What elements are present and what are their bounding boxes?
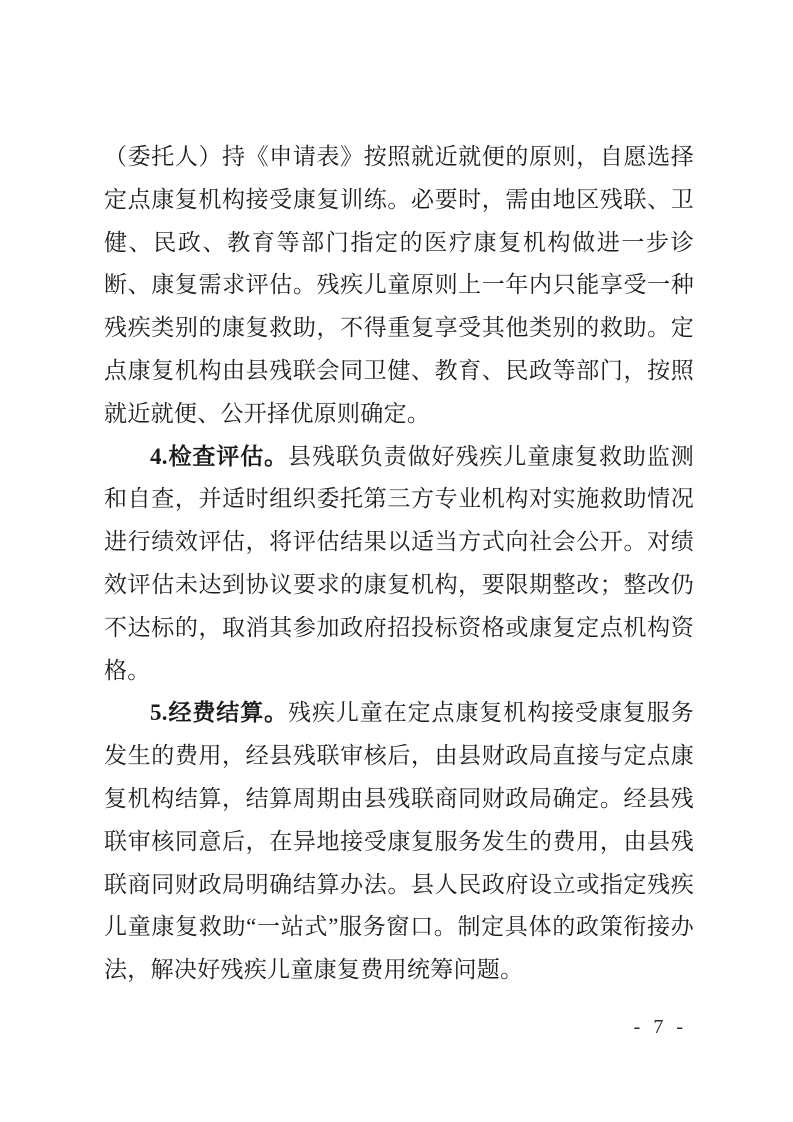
paragraph-text: （委托人）持《申请表》按照就近就便的原则，自愿选择定点康复机构接受康复训练。必要时，需由地区残联、卫健、民政、教育等部门指定的医疗康复机构做进一步诊断、康复需求评估。残疾儿童原则上一年内只能享受一种残疾类别的康复救助，不得重复享受其他类别的救助。定点康复机构由县残联会同卫健、教育、民政等部门，按照就近就便、公开择优原则确定。 xyxy=(104,144,694,426)
paragraph-item-5 xyxy=(104,692,694,992)
paragraph-heading: 5.经费结算。 xyxy=(150,700,289,726)
page-number: - 7 - xyxy=(633,1016,687,1038)
paragraph-text: 残疾儿童在定点康复机构接受康复服务发生的费用，经县残联审核后，由县财政局直接与定点康复机构结算，结算周期由县残联商同财政局确定。经县残联审核同意后，在异地接受康复服务发生的费用，由县残联商同财政局明确结算办法。县人民政府设立或指定残疾儿童康复救助“一站式”服务窗口。制定具体的政策衔接办法，解决好残疾儿童康复费用统筹问题。 xyxy=(104,700,694,983)
document-body xyxy=(104,136,694,992)
paragraph-item-4 xyxy=(104,436,694,693)
paragraph-text: 县残联负责做好残疾儿童康复救助监测和自查，并适时组织委托第三方专业机构对实施救助情况进行绩效评估，将评估结果以适当方式向社会公开。对绩效评估未达到协议要求的康复机构，要限期整改；整改仍不达标的，取消其参加政府招投标资格或康复定点机构资格。 xyxy=(104,443,694,683)
paragraph-continuation xyxy=(104,136,694,436)
page-footer xyxy=(634,1016,687,1039)
paragraph-heading: 4.检查评估。 xyxy=(150,443,289,469)
